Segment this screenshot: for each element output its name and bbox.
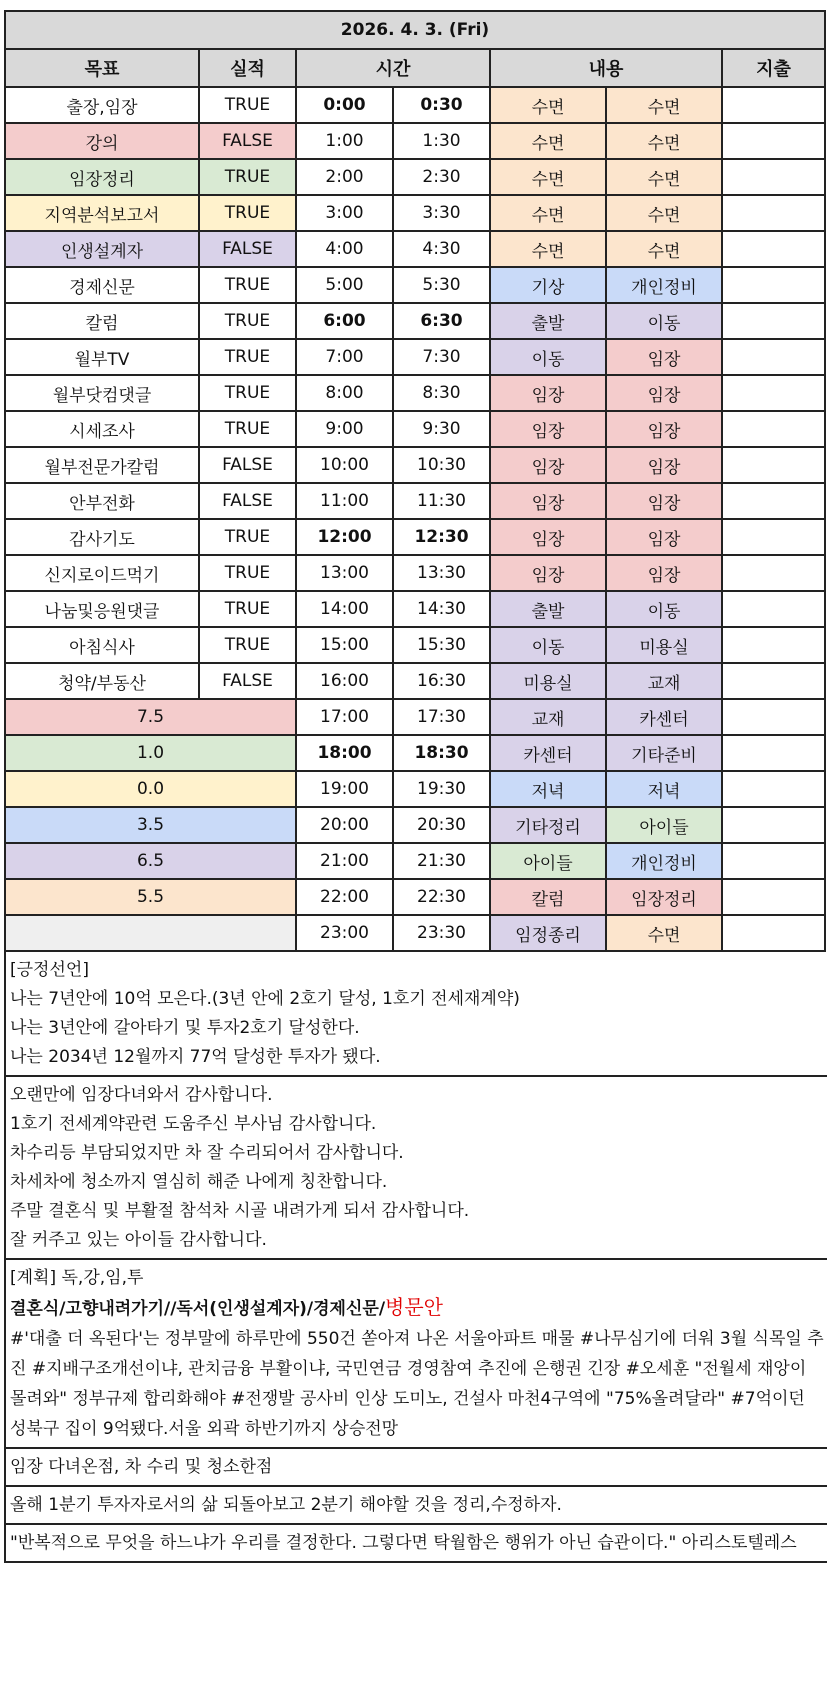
daily-schedule-table (4, 10, 826, 952)
schedule-row (5, 627, 825, 663)
affirmation-line: 나는 3년안에 갈아타기 및 투자2호기 달성한다. (10, 1018, 360, 1038)
plan-heading: [계획] 독,강,임,투 (10, 1268, 144, 1288)
time-start-cell[interactable]: 17:00 (296, 699, 393, 735)
planner-sheet (4, 10, 824, 1563)
time-start-cell[interactable]: 18:00 (296, 735, 393, 771)
result-cell[interactable]: TRUE (199, 87, 296, 123)
content-cell-1[interactable]: 교재 (490, 699, 606, 735)
time-start-cell[interactable]: 12:00 (296, 519, 393, 555)
quote-section[interactable] (4, 1525, 827, 1563)
schedule-row (5, 123, 825, 159)
content-cell-2[interactable]: 수면 (606, 87, 722, 123)
content-cell-1[interactable]: 수면 (490, 231, 606, 267)
content-cell-2[interactable]: 수면 (606, 231, 722, 267)
content-cell-1[interactable]: 저녁 (490, 771, 606, 807)
expense-cell[interactable] (722, 87, 825, 123)
time-end-cell[interactable]: 8:30 (393, 375, 490, 411)
content-cell-2[interactable]: 임장 (606, 555, 722, 591)
content-cell-1[interactable]: 수면 (490, 87, 606, 123)
result-cell[interactable]: TRUE (199, 591, 296, 627)
date-title[interactable]: 2026. 4. 3. (Fri) (5, 11, 825, 49)
expense-cell[interactable] (722, 771, 825, 807)
time-start-cell[interactable]: 19:00 (296, 771, 393, 807)
quote-text: "반복적으로 무엇을 하느냐가 우리를 결정한다. 그렇다면 탁월함은 행위가 아닌 습관이다." 아리스토텔레스 (10, 1533, 797, 1553)
goal-cell[interactable]: 감사기도 (5, 519, 199, 555)
schedule-row (5, 447, 825, 483)
content-cell-1[interactable]: 임장 (490, 483, 606, 519)
result-cell[interactable]: TRUE (199, 519, 296, 555)
time-start-cell[interactable]: 23:00 (296, 915, 393, 951)
result-cell[interactable]: TRUE (199, 339, 296, 375)
schedule-row (5, 879, 825, 915)
time-start-cell[interactable]: 5:00 (296, 267, 393, 303)
expense-cell[interactable] (722, 627, 825, 663)
gratitude-section[interactable] (4, 1077, 827, 1260)
content-cell-1[interactable]: 임장 (490, 447, 606, 483)
header-row (5, 49, 825, 87)
content-cell-1[interactable]: 이동 (490, 627, 606, 663)
time-end-cell[interactable]: 22:30 (393, 879, 490, 915)
time-start-cell[interactable]: 22:00 (296, 879, 393, 915)
goal-cell[interactable]: 경제신문 (5, 267, 199, 303)
result-cell[interactable]: TRUE (199, 375, 296, 411)
gratitude-line: 1호기 전세계약관련 도움주신 부사님 감사합니다. (10, 1114, 377, 1134)
time-start-cell[interactable]: 2:00 (296, 159, 393, 195)
next-plan-text: 올해 1분기 투자자로서의 삶 되돌아보고 2분기 해야할 것을 정리,수정하자. (10, 1495, 562, 1515)
schedule-row (5, 519, 825, 555)
content-cell-2[interactable]: 교재 (606, 663, 722, 699)
content-cell-2[interactable]: 임장 (606, 519, 722, 555)
schedule-row (5, 375, 825, 411)
content-cell-1[interactable]: 수면 (490, 123, 606, 159)
schedule-row (5, 807, 825, 843)
goal-cell[interactable]: 시세조사 (5, 411, 199, 447)
content-cell-1[interactable]: 칼럼 (490, 879, 606, 915)
schedule-row (5, 339, 825, 375)
result-cell[interactable]: FALSE (199, 483, 296, 519)
content-cell-1[interactable]: 임정종리 (490, 915, 606, 951)
goal-cell[interactable]: 나눔및응원댓글 (5, 591, 199, 627)
expense-cell[interactable] (722, 267, 825, 303)
goal-cell[interactable]: 칼럼 (5, 303, 199, 339)
schedule-row (5, 843, 825, 879)
time-start-cell[interactable]: 14:00 (296, 591, 393, 627)
expense-cell[interactable] (722, 519, 825, 555)
content-cell-1[interactable]: 기타정리 (490, 807, 606, 843)
summary-cell[interactable] (5, 915, 296, 951)
summary-cell[interactable]: 7.5 (5, 699, 296, 735)
result-cell[interactable]: FALSE (199, 447, 296, 483)
schedule-row (5, 663, 825, 699)
time-end-cell[interactable]: 15:30 (393, 627, 490, 663)
time-end-cell[interactable]: 21:30 (393, 843, 490, 879)
time-end-cell[interactable]: 17:30 (393, 699, 490, 735)
goal-cell[interactable]: 안부전화 (5, 483, 199, 519)
time-start-cell[interactable]: 1:00 (296, 123, 393, 159)
expense-cell[interactable] (722, 555, 825, 591)
schedule-row (5, 591, 825, 627)
time-start-cell[interactable]: 6:00 (296, 303, 393, 339)
content-cell-1[interactable]: 미용실 (490, 663, 606, 699)
time-end-cell[interactable]: 13:30 (393, 555, 490, 591)
schedule-row (5, 555, 825, 591)
content-cell-2[interactable]: 임장정리 (606, 879, 722, 915)
time-start-cell[interactable]: 11:00 (296, 483, 393, 519)
affirmation-section[interactable] (4, 952, 827, 1077)
content-cell-1[interactable]: 이동 (490, 339, 606, 375)
time-end-cell[interactable]: 7:30 (393, 339, 490, 375)
time-end-cell[interactable]: 6:30 (393, 303, 490, 339)
schedule-row (5, 699, 825, 735)
expense-cell[interactable] (722, 879, 825, 915)
plan-items: 결혼식/고향내려가기//독서(인생설계자)/경제신문/ (10, 1299, 386, 1319)
content-cell-2[interactable]: 기타준비 (606, 735, 722, 771)
time-end-cell[interactable]: 10:30 (393, 447, 490, 483)
time-end-cell[interactable]: 14:30 (393, 591, 490, 627)
expense-cell[interactable] (722, 843, 825, 879)
time-start-cell[interactable]: 4:00 (296, 231, 393, 267)
content-cell-2[interactable]: 임장 (606, 447, 722, 483)
schedule-row (5, 303, 825, 339)
plan-section[interactable] (4, 1260, 827, 1449)
content-cell-2[interactable]: 임장 (606, 339, 722, 375)
gratitude-line: 주말 결혼식 및 부활절 참석차 시골 내려가게 되서 감사합니다. (10, 1201, 470, 1221)
schedule-rows (5, 87, 825, 951)
goal-cell[interactable]: 인생설계자 (5, 231, 199, 267)
date-row (5, 11, 825, 49)
result-cell[interactable]: FALSE (199, 123, 296, 159)
expense-cell[interactable] (722, 591, 825, 627)
time-end-cell[interactable]: 23:30 (393, 915, 490, 951)
expense-cell[interactable] (722, 411, 825, 447)
content-cell-1[interactable]: 임장 (490, 375, 606, 411)
time-end-cell[interactable]: 18:30 (393, 735, 490, 771)
summary-cell[interactable]: 6.5 (5, 843, 296, 879)
summary-cell[interactable]: 1.0 (5, 735, 296, 771)
content-cell-2[interactable]: 수면 (606, 159, 722, 195)
time-end-cell[interactable]: 2:30 (393, 159, 490, 195)
goal-cell[interactable]: 아침식사 (5, 627, 199, 663)
time-end-cell[interactable]: 19:30 (393, 771, 490, 807)
gratitude-line: 차수리등 부담되었지만 차 잘 수리되어서 감사합니다. (10, 1143, 404, 1163)
review-text: 임장 다녀온점, 차 수리 및 청소한점 (10, 1457, 273, 1477)
content-cell-2[interactable]: 카센터 (606, 699, 722, 735)
header-result[interactable]: 실적 (199, 49, 296, 87)
schedule-row (5, 915, 825, 951)
time-start-cell[interactable]: 0:00 (296, 87, 393, 123)
goal-cell[interactable]: 청약/부동산 (5, 663, 199, 699)
schedule-row (5, 735, 825, 771)
plan-highlight: 병문안 (385, 1295, 443, 1319)
time-end-cell[interactable]: 4:30 (393, 231, 490, 267)
time-end-cell[interactable]: 11:30 (393, 483, 490, 519)
result-cell[interactable]: TRUE (199, 411, 296, 447)
schedule-row (5, 771, 825, 807)
time-end-cell[interactable]: 1:30 (393, 123, 490, 159)
header-content[interactable]: 내용 (490, 49, 722, 87)
affirmation-line: 나는 7년안에 10억 모은다.(3년 안에 2호기 달성, 1호기 전세재계약) (10, 989, 520, 1009)
review-section[interactable] (4, 1449, 827, 1487)
time-end-cell[interactable]: 0:30 (393, 87, 490, 123)
goal-cell[interactable]: 강의 (5, 123, 199, 159)
expense-cell[interactable] (722, 375, 825, 411)
time-end-cell[interactable]: 12:30 (393, 519, 490, 555)
time-start-cell[interactable]: 8:00 (296, 375, 393, 411)
expense-cell[interactable] (722, 159, 825, 195)
content-cell-2[interactable]: 미용실 (606, 627, 722, 663)
time-end-cell[interactable]: 16:30 (393, 663, 490, 699)
next-plan-section[interactable] (4, 1487, 827, 1525)
schedule-row (5, 231, 825, 267)
header-expense[interactable]: 지출 (722, 49, 825, 87)
result-cell[interactable]: FALSE (199, 231, 296, 267)
expense-cell[interactable] (722, 447, 825, 483)
content-cell-2[interactable]: 이동 (606, 591, 722, 627)
content-cell-1[interactable]: 출발 (490, 591, 606, 627)
summary-cell[interactable]: 5.5 (5, 879, 296, 915)
content-cell-1[interactable]: 기상 (490, 267, 606, 303)
expense-cell[interactable] (722, 195, 825, 231)
content-cell-1[interactable]: 출발 (490, 303, 606, 339)
expense-cell[interactable] (722, 123, 825, 159)
goal-cell[interactable]: 월부TV (5, 339, 199, 375)
content-cell-2[interactable]: 이동 (606, 303, 722, 339)
time-start-cell[interactable]: 13:00 (296, 555, 393, 591)
schedule-row (5, 195, 825, 231)
goal-cell[interactable]: 월부전문가칼럼 (5, 447, 199, 483)
result-cell[interactable]: FALSE (199, 663, 296, 699)
goal-cell[interactable]: 월부닷컴댓글 (5, 375, 199, 411)
affirmation-heading: [긍정선언] (10, 960, 89, 980)
time-start-cell[interactable]: 3:00 (296, 195, 393, 231)
content-cell-2[interactable]: 저녁 (606, 771, 722, 807)
time-end-cell[interactable]: 20:30 (393, 807, 490, 843)
goal-cell[interactable]: 임장정리 (5, 159, 199, 195)
time-end-cell[interactable]: 5:30 (393, 267, 490, 303)
affirmation-line: 나는 2034년 12월까지 77억 달성한 투자가 됐다. (10, 1047, 381, 1067)
result-cell[interactable]: TRUE (199, 159, 296, 195)
result-cell[interactable]: TRUE (199, 303, 296, 339)
expense-cell[interactable] (722, 231, 825, 267)
schedule-row (5, 411, 825, 447)
content-cell-1[interactable]: 임장 (490, 519, 606, 555)
time-start-cell[interactable]: 16:00 (296, 663, 393, 699)
result-cell[interactable]: TRUE (199, 267, 296, 303)
gratitude-line: 차세차에 청소까지 열심히 해준 나에게 칭찬합니다. (10, 1172, 388, 1192)
expense-cell[interactable] (722, 483, 825, 519)
result-cell[interactable]: TRUE (199, 627, 296, 663)
schedule-row (5, 267, 825, 303)
result-cell[interactable]: TRUE (199, 555, 296, 591)
content-cell-2[interactable]: 임장 (606, 411, 722, 447)
content-cell-1[interactable]: 임장 (490, 411, 606, 447)
expense-cell[interactable] (722, 339, 825, 375)
content-cell-2[interactable]: 임장 (606, 375, 722, 411)
header-goal[interactable]: 목표 (5, 49, 199, 87)
schedule-row (5, 483, 825, 519)
content-cell-1[interactable]: 임장 (490, 555, 606, 591)
expense-cell[interactable] (722, 807, 825, 843)
result-cell[interactable]: TRUE (199, 195, 296, 231)
gratitude-line: 오랜만에 임장다녀와서 감사합니다. (10, 1085, 273, 1105)
content-cell-1[interactable]: 수면 (490, 195, 606, 231)
schedule-row (5, 87, 825, 123)
content-cell-2[interactable]: 수면 (606, 915, 722, 951)
time-start-cell[interactable]: 21:00 (296, 843, 393, 879)
goal-cell[interactable]: 출장,임장 (5, 87, 199, 123)
content-cell-2[interactable]: 개인정비 (606, 843, 722, 879)
time-start-cell[interactable]: 15:00 (296, 627, 393, 663)
content-cell-1[interactable]: 카센터 (490, 735, 606, 771)
time-start-cell[interactable]: 10:00 (296, 447, 393, 483)
summary-cell[interactable]: 0.0 (5, 771, 296, 807)
schedule-row (5, 159, 825, 195)
expense-cell[interactable] (722, 915, 825, 951)
time-end-cell[interactable]: 9:30 (393, 411, 490, 447)
news-summary: #'대출 더 옥된다'는 정부말에 하루만에 550건 쏟아져 나온 서울아파트 매물 #나무심기에 더워 3월 식목일 추진 #지배구조개선이냐, 관치금융 부활이냐, 국민연금 경영참여 추진에 은행권 긴장 #오세훈 "전월세 재앙이 몰려와" 정부규제 합리화해야 #전쟁발 공사비 인상 도미노, 건설사 마천4구역에 "75%올려달라" #7억이던 성북구 집이 9억됐다.서울 외곽 하반기까지 상승전망 (10, 1329, 824, 1439)
time-start-cell[interactable]: 7:00 (296, 339, 393, 375)
expense-cell[interactable] (722, 663, 825, 699)
goal-cell[interactable]: 지역분석보고서 (5, 195, 199, 231)
time-start-cell[interactable]: 20:00 (296, 807, 393, 843)
time-end-cell[interactable]: 3:30 (393, 195, 490, 231)
content-cell-2[interactable]: 개인정비 (606, 267, 722, 303)
summary-cell[interactable]: 3.5 (5, 807, 296, 843)
content-cell-1[interactable]: 아이들 (490, 843, 606, 879)
time-start-cell[interactable]: 9:00 (296, 411, 393, 447)
gratitude-line: 잘 커주고 있는 아이들 감사합니다. (10, 1230, 267, 1250)
header-time[interactable]: 시간 (296, 49, 490, 87)
content-cell-1[interactable]: 수면 (490, 159, 606, 195)
content-cell-2[interactable]: 아이들 (606, 807, 722, 843)
expense-cell[interactable] (722, 735, 825, 771)
expense-cell[interactable] (722, 303, 825, 339)
content-cell-2[interactable]: 임장 (606, 483, 722, 519)
content-cell-2[interactable]: 수면 (606, 123, 722, 159)
expense-cell[interactable] (722, 699, 825, 735)
content-cell-2[interactable]: 수면 (606, 195, 722, 231)
goal-cell[interactable]: 신지로이드먹기 (5, 555, 199, 591)
